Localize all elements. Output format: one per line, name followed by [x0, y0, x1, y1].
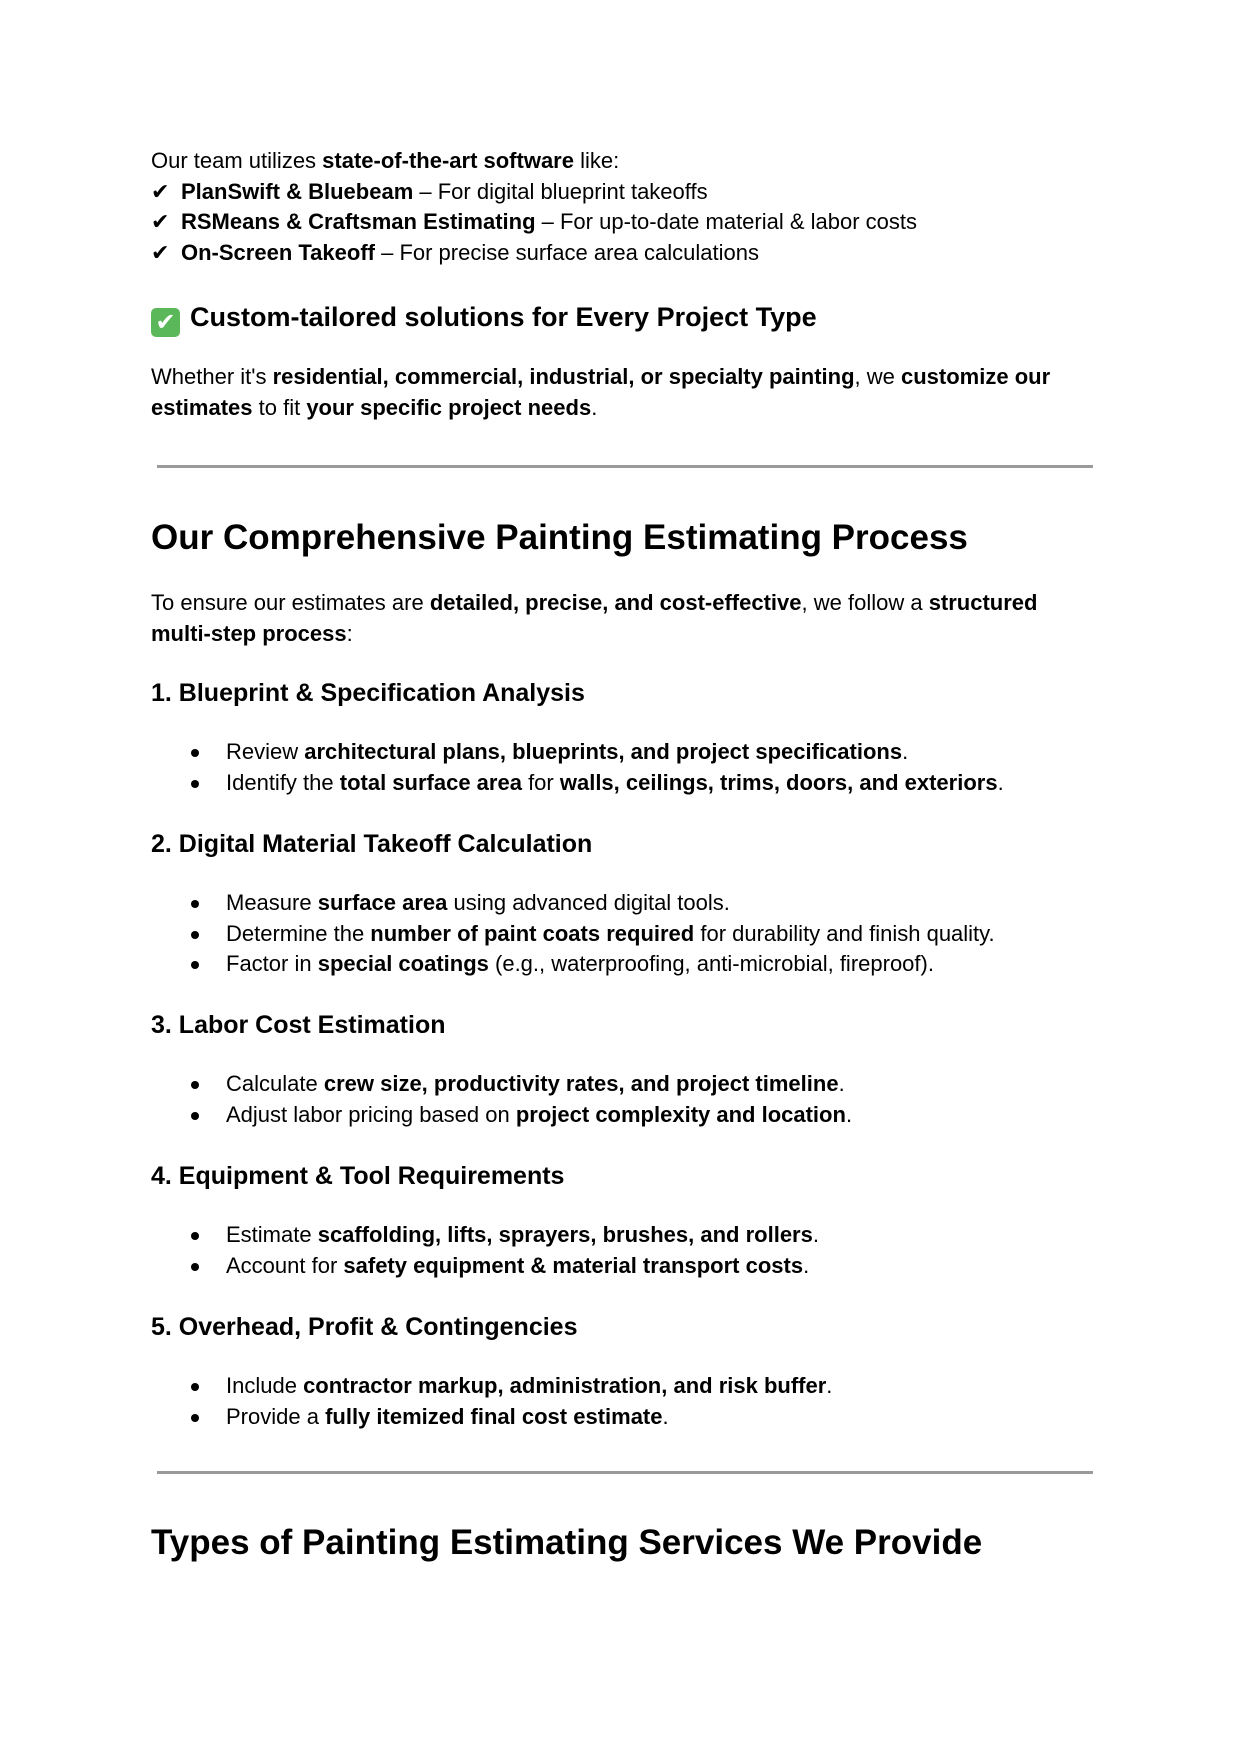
text-run: for durability and finish quality.: [694, 920, 995, 946]
text-run: Estimate: [226, 1222, 318, 1247]
software-intro-bold: state-of-the-art software: [322, 148, 574, 173]
list-item: [151, 1100, 1101, 1131]
bold-run: crew size, productivity rates, and project timeline: [323, 1071, 839, 1096]
checkmark-icon: ✔: [151, 209, 170, 234]
software-item: [151, 177, 1101, 208]
bullet-icon: [191, 1383, 199, 1391]
bold-run: number of paint coats required: [370, 920, 695, 946]
text-run: Identify the: [226, 769, 340, 795]
bold-run: your specific project needs: [306, 394, 592, 420]
software-paragraph: [151, 146, 1101, 268]
bullet-icon: [191, 1112, 199, 1120]
software-item: [151, 207, 1101, 238]
software-intro-text: Our team utilizes: [151, 148, 323, 173]
step-heading: 5. Overhead, Profit & Contingencies: [151, 1313, 578, 1341]
bold-run: structured multi-step process: [151, 590, 1038, 646]
bold-run: total surface area: [339, 769, 522, 795]
bullet-icon: [191, 900, 199, 908]
text-run: Adjust labor pricing based on: [226, 1101, 516, 1127]
step-heading: 1. Blueprint & Specification Analysis: [151, 679, 585, 707]
list-item: [151, 1371, 1101, 1402]
text-run: .: [812, 1222, 819, 1247]
bold-run: project complexity and location: [515, 1101, 846, 1127]
text-run: Include: [226, 1373, 304, 1398]
bullet-icon: [191, 931, 199, 939]
text-run: for: [521, 769, 560, 795]
custom-solutions-paragraph: [151, 362, 1101, 423]
bullet-icon: [191, 1263, 199, 1271]
text-run: Measure: [226, 890, 318, 915]
bold-run: residential, commercial, industrial, or specialty painting: [272, 364, 855, 389]
text-run: Provide a: [226, 1403, 326, 1429]
checkmark-icon: ✔: [151, 178, 170, 204]
step-heading: 3. Labor Cost Estimation: [151, 1011, 446, 1039]
text-run: Determine the: [226, 920, 371, 946]
text-run: (e.g., waterproofing, anti-microbial, fireproof).: [488, 951, 934, 976]
text-run: Whether it's: [151, 364, 273, 389]
software-item-name: PlanSwift & Bluebeam: [181, 178, 414, 204]
text-run: Account for: [226, 1252, 344, 1278]
step-heading: 4. Equipment & Tool Requirements: [151, 1162, 565, 1190]
software-item-desc: – For precise surface area calculations: [374, 239, 759, 265]
custom-solutions-heading: [151, 300, 817, 337]
checkmark-icon: ✔: [151, 239, 170, 265]
horizontal-divider: [157, 1471, 1093, 1474]
software-intro-suffix: like:: [573, 148, 620, 173]
list-item: [151, 1069, 1101, 1100]
text-run: .: [662, 1403, 669, 1429]
text-run: .: [838, 1071, 845, 1096]
text-run: .: [902, 739, 909, 764]
bold-run: customize our estimates: [151, 364, 1051, 420]
process-heading: Our Comprehensive Painting Estimating Process: [151, 518, 968, 557]
bold-run: special coatings: [317, 951, 489, 976]
types-heading: Types of Painting Estimating Services We Provide: [151, 1523, 983, 1562]
text-run: Review: [226, 739, 305, 764]
bullet-icon: [191, 961, 199, 969]
list-item: [151, 1402, 1101, 1433]
text-run: , we: [854, 364, 901, 389]
list-item: [151, 737, 1101, 768]
text-run: .: [845, 1101, 853, 1127]
software-item-desc: – For digital blueprint takeoffs: [413, 178, 708, 204]
bold-run: scaffolding, lifts, sprayers, brushes, and rollers: [317, 1222, 813, 1247]
step-bullet-list: [151, 737, 1101, 798]
bold-run: detailed, precise, and cost-effective: [429, 590, 802, 615]
text-run: to fit: [252, 394, 307, 420]
list-item: [151, 919, 1101, 950]
text-run: , we follow a: [801, 590, 929, 615]
software-item: [151, 238, 1101, 269]
step-bullet-list: [151, 1220, 1101, 1281]
custom-solutions-heading-text: Custom-tailored solutions for Every Project Type: [190, 302, 817, 332]
process-intro-paragraph: [151, 588, 1101, 649]
software-item-name: On-Screen Takeoff: [181, 239, 375, 265]
software-item-name: RSMeans & Craftsman Estimating: [181, 209, 536, 234]
list-item: [151, 1220, 1101, 1251]
document-page: [151, 0, 1101, 1754]
bold-run: contractor markup, administration, and risk buffer: [303, 1373, 827, 1398]
text-run: .: [826, 1373, 833, 1398]
list-item: [151, 768, 1101, 799]
text-run: .: [997, 769, 1004, 795]
bullet-icon: [191, 1232, 199, 1240]
text-run: Calculate: [226, 1071, 324, 1096]
software-item-desc: – For up-to-date material & labor costs: [535, 209, 918, 234]
step-bullet-list: [151, 888, 1101, 980]
list-item: [151, 949, 1101, 980]
text-run: To ensure our estimates are: [151, 590, 430, 615]
bullet-icon: [191, 1081, 199, 1089]
text-run: Factor in: [226, 951, 318, 976]
bold-run: architectural plans, blueprints, and project specifications: [304, 739, 903, 764]
text-run: .: [591, 394, 598, 420]
bullet-icon: [191, 1414, 199, 1422]
list-item: [151, 888, 1101, 919]
step-heading: 2. Digital Material Takeoff Calculation: [151, 830, 593, 858]
bold-run: surface area: [317, 890, 448, 915]
step-bullet-list: [151, 1371, 1101, 1432]
bullet-icon: [191, 780, 199, 788]
horizontal-divider: [157, 465, 1093, 468]
green-check-icon: ✔: [151, 308, 180, 337]
software-intro: [151, 146, 1101, 177]
bold-run: safety equipment & material transport costs: [343, 1252, 804, 1278]
bullet-icon: [191, 749, 199, 757]
list-item: [151, 1251, 1101, 1282]
text-run: using advanced digital tools.: [447, 890, 730, 915]
bold-run: walls, ceilings, trims, doors, and exteriors: [559, 769, 998, 795]
text-run: .: [803, 1252, 810, 1278]
step-bullet-list: [151, 1069, 1101, 1130]
text-run: :: [346, 620, 353, 646]
bold-run: fully itemized final cost estimate: [325, 1403, 663, 1429]
